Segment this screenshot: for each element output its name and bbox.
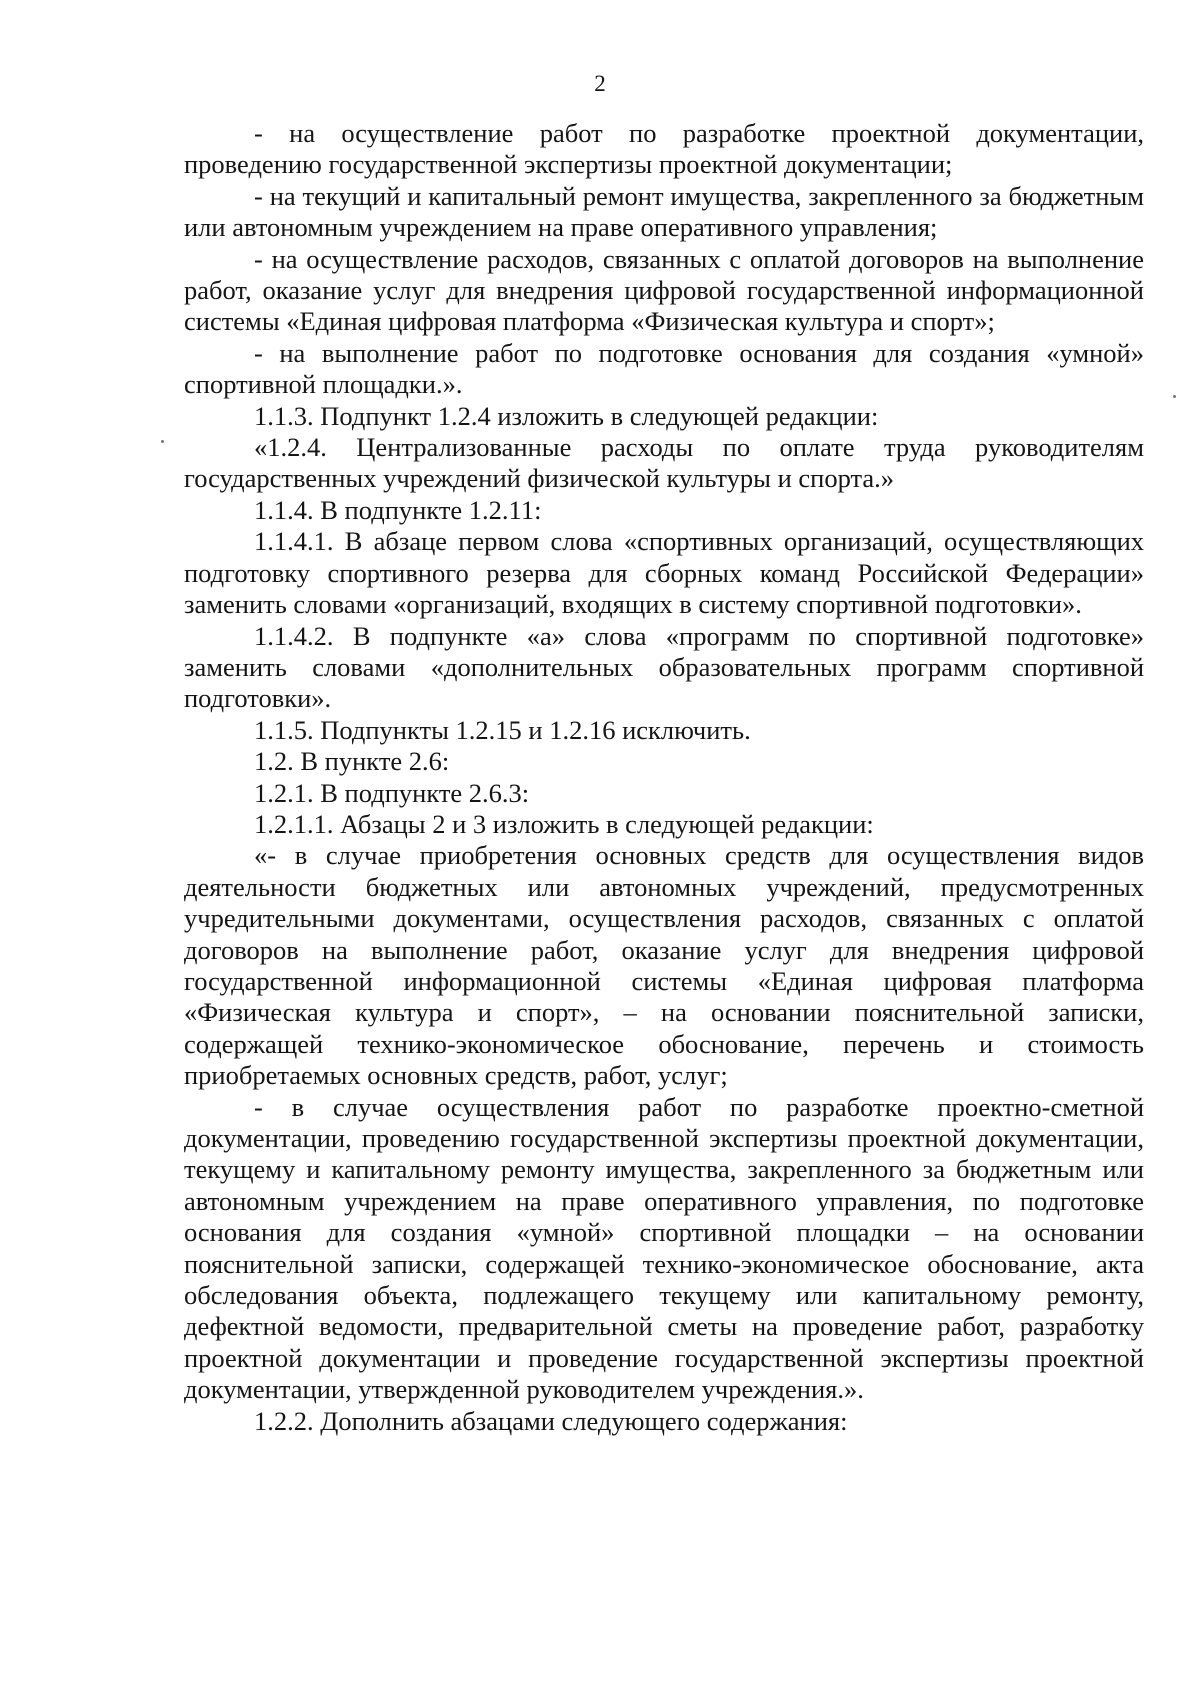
paragraph: 1.1.4.1. В абзаце первом слова «спортивных организаций, осуществляющих подготовку спортивного резерва для сборных команд Российской Федерации» заменить словами «организаций, входящих в систему спортивной подготовки».	[184, 526, 1144, 620]
paragraph: - на осуществление расходов, связанных с оплатой договоров на выполнение работ, оказание услуг для внедрения цифровой государственной информационной системы «Единая цифровая платформа «Физическая культура и спорт»;	[184, 243, 1144, 337]
paragraph: 1.1.4.2. В подпункте «а» слова «программ по спортивной подготовке» заменить словами «дополнительных образовательных программ спортивной подготовки».	[184, 620, 1144, 714]
paragraph: - на текущий и капитальный ремонт имущества, закрепленного за бюджетным или автономным учреждением на праве оперативного управления;	[184, 180, 1144, 243]
paragraph: 1.1.5. Подпункты 1.2.15 и 1.2.16 исключить.	[254, 714, 751, 745]
paragraph: «- в случае приобретения основных средств для осуществления видов деятельности бюджетных или автономных учреждений, предусмотренных учредительными документами, осуществления расходов, связанных с оплатой договоров на выполнение работ, оказание услуг для внедрения цифровой государственной информационной системы «Единая цифровая платформа «Физическая культура и спорт», – на основании пояснительной записки, содержащей технико-экономическое обоснование, перечень и стоимость приобретаемых основных средств, работ, услуг;	[184, 840, 1144, 1091]
paragraph: - в случае осуществления работ по разработке проектно-сметной документации, проведению государственной экспертизы проектной документации, текущему и капитальному ремонту имущества, закрепленного за бюджетным или автономным учреждением на праве оперативного управления, по подготовке основания для создания «умной» спортивной площадки – на основании пояснительной записки, содержащей технико-экономическое обоснование, акта обследования объекта, подлежащего текущему или капитальному ремонту, дефектной ведомости, предварительной сметы на проведение работ, разработку проектной документации и проведение государственной экспертизы проектной документации, утвержденной руководителем учреждения.».	[184, 1091, 1144, 1405]
page-number: 2	[594, 71, 606, 96]
document-body	[184, 118, 1144, 1437]
paragraph: 1.1.4. В подпункте 1.2.11:	[254, 494, 542, 525]
paragraph: 1.2.2. Дополнить абзацами следующего содержания:	[254, 1405, 848, 1436]
paragraph: - на выполнение работ по подготовке основания для создания «умной» спортивной площадки.».	[184, 337, 1144, 400]
paragraph: 1.2.1.1. Абзацы 2 и 3 изложить в следующей редакции:	[254, 808, 874, 839]
paragraph: 1.2. В пункте 2.6:	[254, 746, 450, 777]
paragraph: 1.2.1. В подпункте 2.6.3:	[254, 777, 530, 808]
scan-speck	[161, 440, 164, 443]
paragraph: «1.2.4. Централизованные расходы по оплате труда руководителям государственных учреждений физической культуры и спорта.»	[184, 432, 1144, 494]
paragraph: - на осуществление работ по разработке проектной документации, проведению государственной экспертизы проектной документации;	[184, 118, 1144, 180]
scan-speck	[1173, 395, 1176, 398]
paragraph: 1.1.3. Подпункт 1.2.4 изложить в следующей редакции:	[254, 400, 879, 431]
